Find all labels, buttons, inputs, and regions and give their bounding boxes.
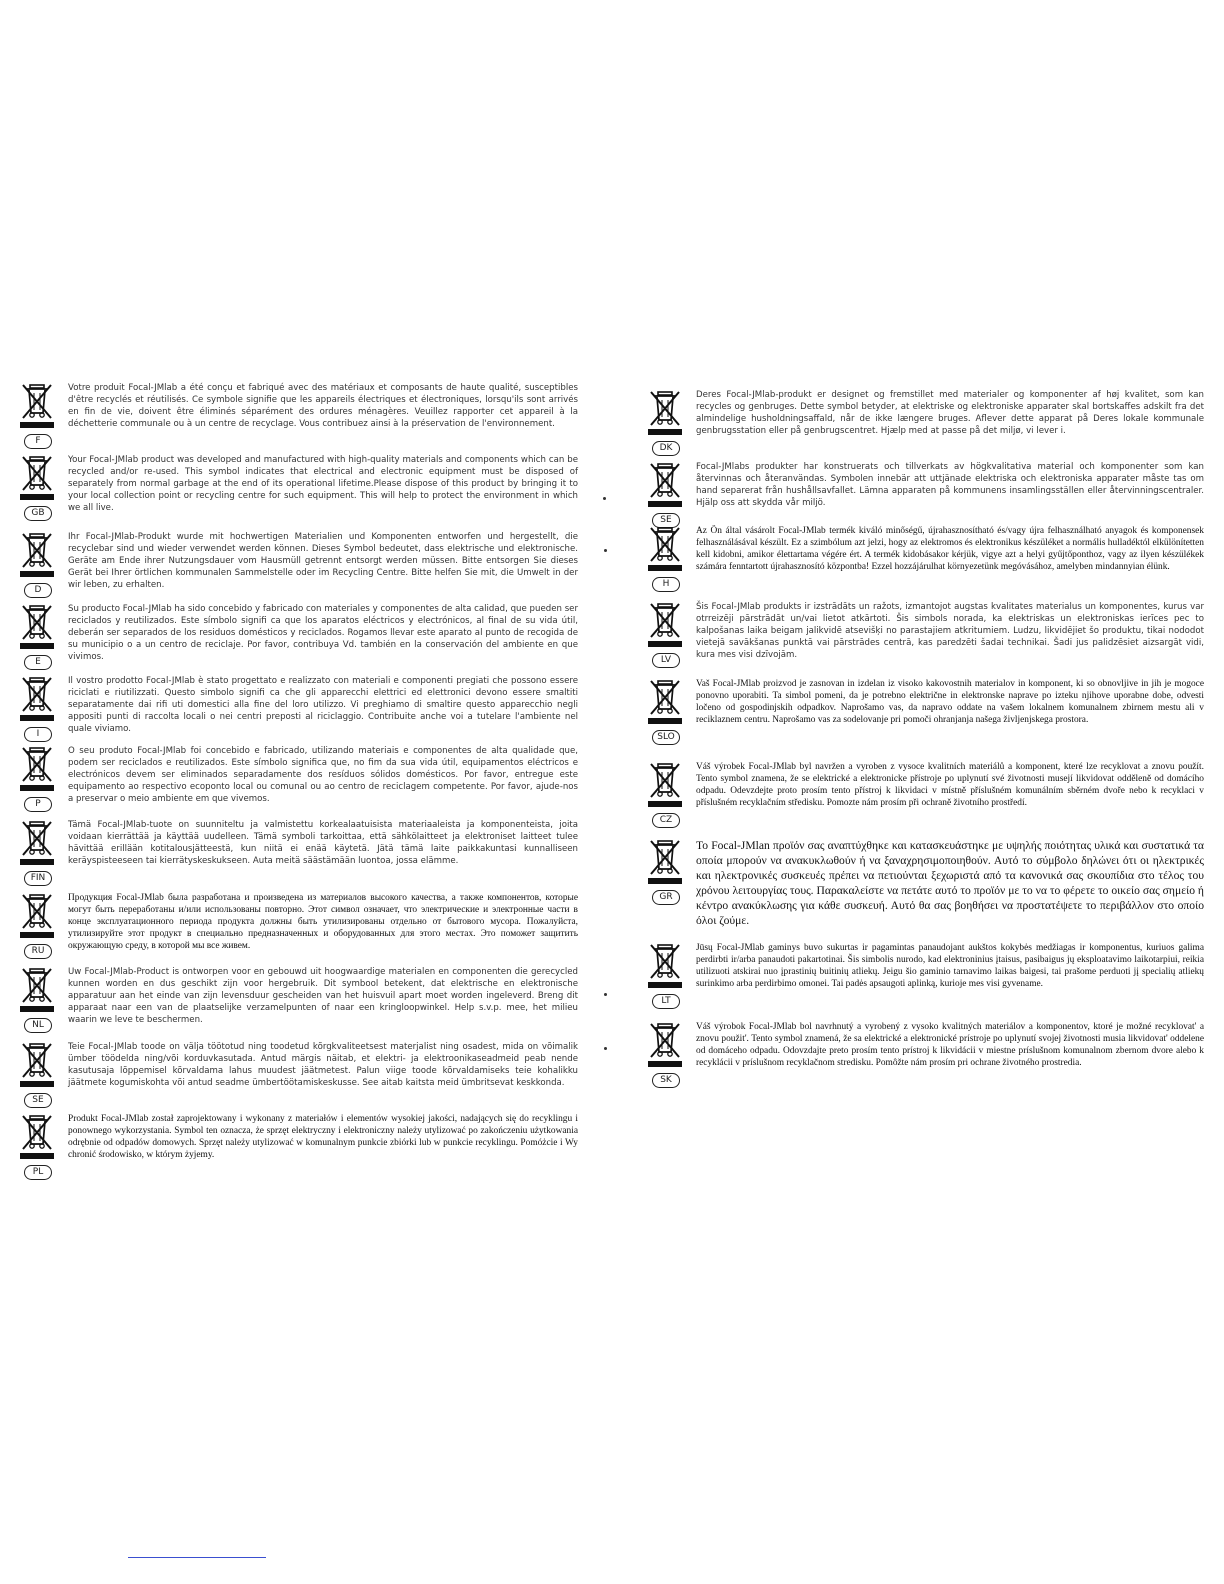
notice-text: Teie Focal-JMlab toode on välja töötotud ning toodetud kõrgkvaliteetsest materjalist ning osadest, mida on võimalik ümber töödelda ning/või korduvkasutada. Antud märgis näitab, et elektri- ja elektroonikaseadmeid peab nende kasutusaja lõppemisel kõrvaldama lahus muudest jäätmetest. Palun viige toode kõrvaldamiseks teie kohalikku jäätmete kogumiskohta või antud seadme ümbertöötamiskeskusse. See aitab kaitsta meid ümbritsevat keskkonda. [68,1042,578,1088]
language-badge: DK [652,441,680,456]
symbol-bar [20,422,54,428]
weee-symbol [648,1021,686,1088]
symbol-bar [648,641,682,647]
language-badge: E [24,655,52,670]
language-badge: LV [652,653,680,668]
symbol-bar [20,571,54,577]
language-badge: CZ [652,813,680,828]
language-badge: NL [24,1018,52,1033]
crossed-out-wheelie-bin-icon [20,603,58,641]
crossed-out-wheelie-bin-icon [20,531,58,569]
notice-text: Focal-JMlabs produkter har konstruerats och tillverkats av högkvalitativa material och komponenter som kan återvinnas och återanvändas. Symbolen innebär att uttjänade elektriska och elektroniska apparater måste tas om hand separerat från hushållsavfallet. Lämna apparaten på kommunens insamlingsställen eller återvinningscentraler. Hjälp oss att skydda vår miljö. [696,462,1204,508]
crossed-out-wheelie-bin-icon [20,454,58,492]
crossed-out-wheelie-bin-icon [20,892,58,930]
language-badge: SE [652,513,680,528]
crossed-out-wheelie-bin-icon [20,675,58,713]
notice-text: Ihr Focal-JMlab-Produkt wurde mit hochwertigen Materialien und Komponenten entworfen und hergestellt, die recyclebar sind und wieder verwendet werden können. Dieses Symbol bedeutet, dass elektrische und elektronische. Geräte am Ende ihrer Nutzungsdauer vom Hausmüll getrennt entsorgt werden müssen. Bitte entsorgen Sie dieses Gerät bei Ihrer örtlichen kommunalen Sammelstelle oder im Recycling Centre. Bitte helfen Sie mit, die Umwelt in der wir leben, zu erhalten. [68,532,578,590]
weee-symbol [20,531,58,598]
crossed-out-wheelie-bin-icon [20,745,58,783]
crossed-out-wheelie-bin-icon [648,601,686,639]
symbol-bar [20,932,54,938]
weee-symbol [648,525,686,592]
weee-symbol [648,601,686,668]
symbol-bar [648,982,682,988]
crossed-out-wheelie-bin-icon [20,819,58,857]
symbol-bar [648,801,682,807]
symbol-bar [20,643,54,649]
language-badge: D [24,583,52,598]
crossed-out-wheelie-bin-icon [20,1041,58,1079]
crossed-out-wheelie-bin-icon [20,382,58,420]
notice-text: Produkt Focal-JMlab został zaprojektowany i wykonany z materiałów i elementów wysokiej jakości, nadających się do recyklingu i ponownego wykorzystania. Symbol ten oznacza, że sprzęt elektryczny i elektroniczny należy utylizować po zakończeniu użytkowania odrębnie od odpadów domowych. Sprzęt należy utylizować w komunalnym punkcie zbiórki lub w punkcie recyklingu. Pomóżcie i Wy chronić środowisko, w którym żyjemy. [68,1114,578,1160]
weee-symbol [20,966,58,1033]
weee-symbol [20,1041,58,1108]
notice-text: Šis Focal-JMlab produkts ir izstrādāts un ražots, izmantojot augstas kvalitates materialus un komponentes, kurus var otrreizēji pārstrādāt un/vai lietot atkārtoti. Šis simbols norada, ka elektriskas un elektroniskas ierīces pec to kalpošanas laika beigam jalikvidē atsevišķi no parastajiem atkritumiem. Ludzu, likvidējiet šo produktu, tikai nododot vietejā savākšanas punktā vai pārstrādes centrā, kas paredzēti šadai technikai. Šadi jus palidzēsiet aizsargāt vidi, kura mes visi dzīvojām. [696,602,1204,660]
language-badge: H [652,577,680,592]
notice-text: Váš výrobek Focal-JMlab byl navržen a vyroben z vysoce kvalitních materiálů a komponent, které lze recyklovat a znovu použít. Tento symbol znamena, že se elektrické a elektronicke přístroje po uplynutí své životnosti musejí likvidovat odděleně od domácího odpadu. Odevzdejte proto prosím tento přístroj k likvidaci v místně příslušném komunálním sběrném dvoře nebo k recyklaci v příslušném recyklačním středisku. Pomozte nám prosím při ochraně životního prostředí. [696,762,1204,808]
stray-mark [603,497,606,500]
crossed-out-wheelie-bin-icon [648,678,686,716]
language-badge: FIN [24,871,52,886]
symbol-bar [648,878,682,884]
notice-text: Deres Focal-JMlab-produkt er designet og fremstillet med materialer og komponenter af høj kvalitet, som kan recycles og genbruges. Dette symbol betyder, at elektriske og elektroniske apparater skal bortskaffes adskilt fra det almindelige husholdningsaffald, når de ikke længere bruges. Aflever dette apparat på Deres lokale kommunale genbrugsstation eller på genbrugscentret. Hjælp med at passe på det miljø, vi lever i. [696,390,1204,436]
weee-symbol [648,942,686,1009]
symbol-bar [648,501,682,507]
weee-symbol [648,461,686,528]
weee-symbol [648,389,686,456]
weee-symbol [648,838,686,905]
language-badge: GB [24,506,52,521]
stray-mark [604,1047,607,1050]
symbol-bar [20,1006,54,1012]
language-badge: LT [652,994,680,1009]
stray-mark [604,549,607,552]
crossed-out-wheelie-bin-icon [648,389,686,427]
symbol-bar [20,859,54,865]
language-badge: I [24,727,52,742]
crossed-out-wheelie-bin-icon [648,461,686,499]
weee-symbol [20,603,58,670]
language-badge: SLO [652,730,680,745]
notice-text: Your Focal-JMlab product was developed and manufactured with high-quality materials and components which can be recycled and/or re-used. This symbol indicates that electrical and electronic equipment must be disposed of separately from normal garbage at the end of its operational lifetime.Please dispose of this product by bringing it to your local collection point or recycling centre for such equipment. This will help to protect the environment in which we all live. [68,455,578,513]
language-badge: PL [24,1165,52,1180]
notice-text: Az Ön által vásárolt Focal-JMlab termék kiváló minőségű, újrahasznosítható és/vagy újra felhasználható anyagok és komponensek felhasználásával készült. Ez a szimbólum azt jelzi, hogy az elektromos és elektronikus készüléket a normális hulladéktól elkülönítetten kell kidobni, amikor élettartama végére ért. A termék kidobásakor kérjük, vigye azt a helyi gyűjtőponthoz, vagy az ilyen készülékek számára fenntartott újrahasznosító központba! Ezzel hozzájárulhat környezetünk megóvásához, amelyben mindannyian élünk. [696,526,1204,572]
weee-symbol [20,1113,58,1180]
notice-text: Продукция Focal-JMlab была разработана и произведена из материалов высокого качества, а также компонентов, которые могут быть переработаны и/или использованы повторно. Этот символ означает, что электрические и электронные части в конце эксплуатационного периода продукта должны быть утилизированы отдельно от бытового мусора. Пожалуйста, утилизируйте этот продукт в специально предназначенных и оборудованных для этого местах. Это поможет защитить окружающую среду, в которой мы все живем. [68,893,578,951]
symbol-bar [20,785,54,791]
weee-symbol [20,892,58,959]
symbol-bar [648,565,682,571]
symbol-bar [20,1153,54,1159]
symbol-bar [20,1081,54,1087]
notice-text: Votre produit Focal-JMlab a été conçu et fabriqué avec des matériaux et composants de haute qualité, susceptibles d'être recyclés et réutilisés. Ce symbole signifie que les appareils électriques et électroniques, lorsqu'ils sont arrivés en fin de vie, doivent être éliminés séparément des ordures ménagères. Veuillez rapporter cet appareil à la déchetterie communale ou à un centre de recyclage. Vous contribuez ainsi à la préservation de l'environnement. [68,383,578,429]
notice-text: Il vostro prodotto Focal-JMlab è stato progettato e realizzato con materiali e componenti pregiati che possono essere riciclati e riutilizzati. Questo simbolo signifi ca che gli apparecchi elettrici ed elettronici devono essere smaltiti separatamente dai rifi uti domestici alla fine del loro utilizzo. Vi preghiamo di smaltire questo apparecchio negli appositi punti di raccolta locali o nei centri preposti al riciclaggio. Contribuite anche voi a tutelare l'ambiente nel quale viviamo. [68,676,578,734]
symbol-bar [648,1061,682,1067]
symbol-bar [648,429,682,435]
crossed-out-wheelie-bin-icon [648,1021,686,1059]
notice-text: Tämä Focal-JMlab-tuote on suunniteltu ja valmistettu korkealaatuisista materiaaleista ja komponenteista, joita voidaan kierrättää ja käyttää uudelleen. Tämä symboli tarkoittaa, että sähkölaitteet ja elektroniset laitteet tulee hävittää erillään kotitalousjätteestä, kun niitä ei enää käytetä. Jätä tämä laite paikkakuntasi kunnalliseen keräyspisteeseen tai kierrätyskeskukseen. Auta meitä säästämään luontoa, jossa elämme. [68,820,578,866]
language-badge: F [24,434,52,449]
notice-text: Jūsų Focal-JMlab gaminys buvo sukurtas ir pagamintas panaudojant aukštos kokybės medžiagas ir komponentus, kuriuos galima perdirbti ir/arba panaudoti pakartotinai. Šis simbolis nurodo, kad elektroninius įtaisus, pasibaigus jų eksploatavimo laikotarpiui, reikia utilizuoti atskirai nuo įprastinių buitinių atliekų. Jeigu šio gaminio tarnavimo laikas baigesi, tai prašome perduoti jį specialių atliekų surinkimo arba perdirbimo omonei. Tai padės apsaugoti aplinką, kurioje mes visi gyvename. [696,943,1204,989]
language-badge: SK [652,1073,680,1088]
weee-symbol [20,745,58,812]
notice-text: Vaš Focal-JMlab proizvod je zasnovan in izdelan iz visoko kakovostnih materialov in komponent, ki so obnovljive in jih je mogoce ponovno uporabiti. Ta simbol pomeni, da je potrebno električne in elektronske naprave po izteku njihove uporabne dobe, odvesti ločeno od gospodinjskih odpadkov. Naprošamo vas, da napravo oddate na vašem lokalnem komunalnem zbirnem mestu ali v reciklaznem centru. Naprošamo vas za sodelovanje pri pomoči ohranjanja našega življenjskega prostora. [696,679,1204,725]
crossed-out-wheelie-bin-icon [648,838,686,876]
symbol-bar [20,715,54,721]
weee-symbol [20,819,58,886]
link-underline [128,1557,266,1558]
crossed-out-wheelie-bin-icon [20,966,58,1004]
crossed-out-wheelie-bin-icon [648,525,686,563]
stray-mark [604,993,607,996]
language-badge: SE [24,1093,52,1108]
symbol-bar [648,718,682,724]
language-badge: RU [24,944,52,959]
notice-text: Το Focal-JMlan προϊόν σας αναπτύχθηκε και κατασκευάστηκε με υψηλής ποιότητας υλικά και συστατικά τα οποία μπορούν να ανακυκλωθούν ή να ξαναχρησιμοποιηθούν. Αυτό το σύμβολο δηλώνει ότι οι ηλεκτρικές και ηλεκτρονικές συσκευές πρέπει να πετιούνται ξεχωριστά από τα κανονικά σας σκουπίδια στο τέλος του χρόνου λειτουργίας τους. Παρακαλείστε να πετάτε αυτό το προϊόν με το να το φέρετε το οικείο σας σημείο ή κέντρο ανακύκλωσης για κάθε συσκευή. Αυτό θα σας βοηθήσει να προστατέψετε το περιβάλλον στο οποίο όλοι ζούμε. [696,839,1204,927]
language-badge: GR [652,890,680,905]
weee-symbol [20,382,58,449]
notice-text: O seu produto Focal-JMlab foi concebido e fabricado, utilizando materiais e componentes de alta qualidade que, podem ser reciclados e reutilizados. Este símbolo significa que, no fim da sua vida útil, equipamentos eléctricos e electrónicos devem ser eliminados separadamente dos resíduos sólidos domésticos. Por favor, entregue este equipamento ao respectivo ecoponto local ou comunal ou ao centro de reciclagem competente. Por favor, ajude-nos a preservar o meio ambiente em que vivemos. [68,746,578,804]
crossed-out-wheelie-bin-icon [648,761,686,799]
notice-text: Váš výrobok Focal-JMlab bol navrhnutý a vyrobený z vysoko kvalitných materiálov a komponentov, ktoré je možné recyklovat' a znovu použit'. Tento symbol znamená, že sa elektrické a elektronické prístroje po uplynutí svojej životnosti musia likvidovat' oddelene od domáceho odpadu. Odovzdajte preto prosím tento prístroj k likvidácii v miestne príslušnom komunalnom zbernom dvore alebo k recyklácii v príslušnom recyklačnom stredisku. Pomôžte nám prosím pri ochrane životného prostredia. [696,1022,1204,1068]
notice-text: Uw Focal-JMlab-Product is ontworpen voor en gebouwd uit hoogwaardige materialen en componenten die gerecycled kunnen worden en dus geschikt zijn voor hergebruik. Dit symbool betekent, dat elektrische en elektronische apparatuur aan het einde van zijn levensduur gescheiden van het huisvuil apart moet worden ingeleverd. Breng dit apparaat naar een van de plaatselijke verzamelpunten of naar een kringloopwinkel. Help s.v.p. mee, het milieu waarin we leve te beschermen. [68,967,578,1025]
weee-symbol [20,454,58,521]
crossed-out-wheelie-bin-icon [648,942,686,980]
language-badge: P [24,797,52,812]
crossed-out-wheelie-bin-icon [20,1113,58,1151]
weee-symbol [20,675,58,742]
notice-text: Su producto Focal-JMlab ha sido concebido y fabricado con materiales y componentes de alta calidad, que pueden ser reciclados y reutilizados. Este símbolo signifi ca que los aparatos eléctricos y electrónicos, al final de su vida útil, deberán ser separados de los residuos domésticos y reciclados. Rogamos llevar este aparato al punto de recogida de su municipio o a un centro de reciclaje. Por favor, contribuya Vd. también en la conservación del ambiente en que vivimos. [68,604,578,662]
weee-symbol [648,678,686,745]
weee-symbol [648,761,686,828]
symbol-bar [20,494,54,500]
